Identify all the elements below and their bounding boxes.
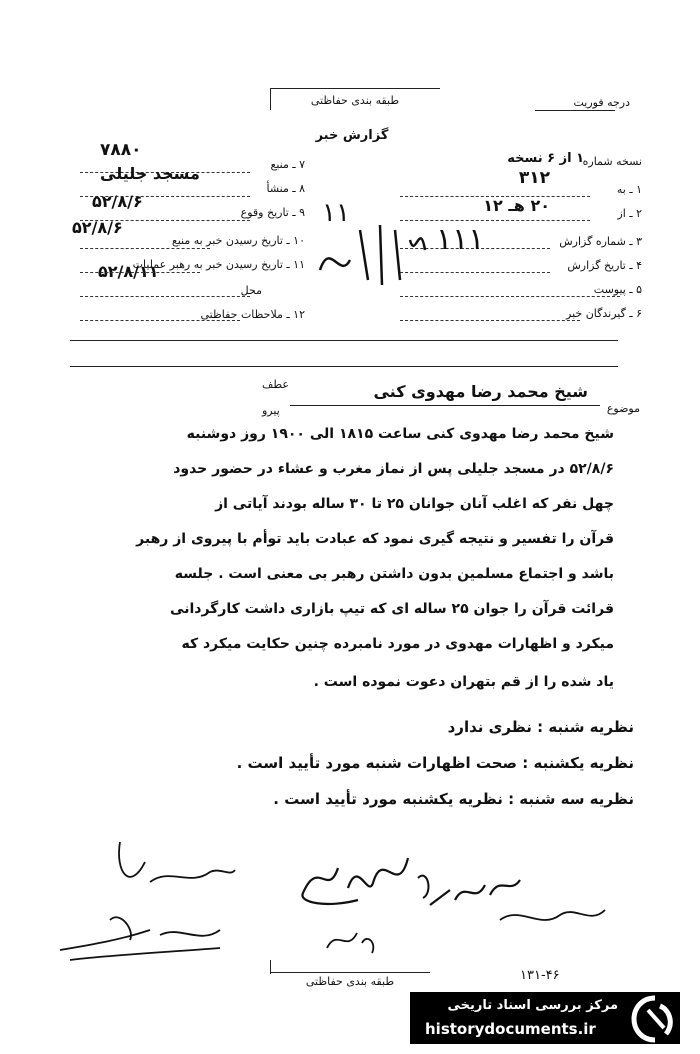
subject-label: موضوع	[606, 402, 640, 415]
field-arrival-source-value: ۵۲/۸/۶	[72, 218, 123, 237]
handwritten-eleven: ۱۱	[322, 198, 350, 228]
watermark-logo-icon	[630, 994, 680, 1044]
body-line-2: ۵۲/۸/۶ در مسجد جلیلی پس از نماز مغرب و عشاء در حضور حدود	[173, 461, 614, 477]
field-copy-number-value: ۱ از ۶ نسخه	[507, 151, 584, 166]
field-location-line	[80, 296, 250, 297]
field-to-label: ۱ ـ به	[616, 183, 642, 196]
subject-value: شیخ محمد رضا مهدوی کنی	[373, 382, 588, 401]
handwritten-scribble-mark	[310, 200, 430, 290]
signature-center	[288, 838, 438, 918]
field-location-label: محل	[240, 284, 262, 297]
watermark-url[interactable]: historydocuments.ir	[425, 1020, 596, 1038]
urgency-label: درجه فوریت	[573, 96, 630, 109]
field-source-value: ۷۸۸۰	[100, 140, 142, 160]
opinion-saturday: نظریه شنبه : نظری ندارد	[447, 718, 634, 736]
classification-top-left-rule	[270, 88, 271, 110]
classification-bottom-left-rule	[270, 960, 271, 974]
classification-bottom: طبقه بندی حفاظتی	[305, 975, 395, 988]
field-arrival-leader-value: ۵۲/۸/۱۱	[98, 262, 159, 281]
field-arrival-leader-label: ۱۱ ـ تاریخ رسیدن خبر به رهبر عملیات	[132, 258, 305, 271]
field-arrival-source-line	[80, 248, 210, 249]
form-separator-bottom	[70, 366, 618, 367]
document-code: ۱۳۱-۴۶	[520, 968, 560, 983]
field-origin-value: مسجد جلیلی	[100, 164, 200, 183]
classification-bottom-line	[270, 972, 430, 973]
subject-atf-label: عطف	[262, 378, 289, 391]
field-attachment-line	[400, 296, 620, 297]
field-source-label: ۷ ـ منبع	[270, 158, 305, 171]
field-security-notes-line	[80, 320, 240, 321]
field-arrival-source-label: ۱۰ ـ تاریخ رسیدن خبر به منبع	[171, 234, 305, 247]
field-recipients-label: ۶ ـ گیرندگان خبر	[566, 307, 642, 320]
field-arrival-leader-line	[80, 272, 200, 273]
urgency-line	[535, 110, 615, 111]
field-security-notes-label: ۱۲ ـ ملاحظات حفاظتی	[200, 308, 305, 321]
body-line-3: چهل نفر که اغلب آنان جوانان ۲۵ تا ۳۰ ساله بودند آیاتی از	[215, 496, 614, 512]
report-title: گزارش خبر	[315, 128, 389, 143]
field-origin-label: ۸ ـ منشأ	[266, 182, 305, 195]
field-occurrence-date-label: ۹ ـ تاریخ وقوع	[240, 206, 305, 219]
field-copy-number-label: نسخه شماره	[582, 155, 642, 168]
subject-underline	[290, 405, 600, 406]
form-separator-top	[70, 340, 618, 341]
field-from-label: ۲ ـ از	[617, 207, 642, 220]
field-report-number-label: ۳ ـ شماره گزارش	[559, 235, 642, 248]
signature-left-bottom	[50, 900, 230, 970]
opinion-tuesday: نظریه سه شنبه : نظریه یکشنبه مورد تأیید است .	[273, 790, 634, 808]
field-attachment-label: ۵ ـ پیوست	[593, 283, 642, 296]
signature-center-small	[322, 918, 382, 958]
signature-left-top	[110, 832, 240, 902]
handwritten-tally: ۱۱۱	[436, 222, 485, 257]
body-line-4: قرآن را تفسیر و نتیجه گیری نمود که عبادت باید توأم با پیروی از رهبر	[136, 531, 614, 547]
classification-top: طبقه بندی حفاظتی	[310, 94, 400, 107]
field-to-value: ۳۱۲	[518, 168, 550, 188]
classification-top-line	[270, 88, 440, 89]
field-recipients-line	[400, 320, 580, 321]
field-report-date-label: ۴ ـ تاریخ گزارش	[567, 259, 642, 272]
subject-peyro-label: پیرو	[262, 404, 280, 417]
body-line-8: یاد شده را از قم بتهران دعوت نموده است .	[313, 674, 614, 690]
opinion-sunday: نظریه یکشنبه : صحت اظهارات شنبه مورد تأیید است .	[236, 754, 634, 772]
field-from-value: ۲۰ هـ ۱۲	[483, 196, 550, 215]
signature-right	[490, 900, 610, 940]
watermark-title: مرکز بررسی اسناد تاریخی	[447, 998, 618, 1013]
body-line-1: شیخ محمد رضا مهدوی کنی ساعت ۱۸۱۵ الی ۱۹۰۰ روز دوشنبه	[186, 426, 614, 442]
body-line-5: باشد و اجتماع مسلمین بدون داشتن رهبر بی معنی است . جلسه	[174, 566, 614, 582]
body-line-7: میکرد و اظهارات مهدوی در مورد نامبرده چنین حکایت میکرد که	[181, 636, 614, 652]
body-line-6: قرائت قرآن را جوان ۲۵ ساله ای که تیپ بازاری داشت کارگردانی	[170, 601, 614, 617]
field-occurrence-date-value: ۵۲/۸/۶	[92, 192, 143, 211]
